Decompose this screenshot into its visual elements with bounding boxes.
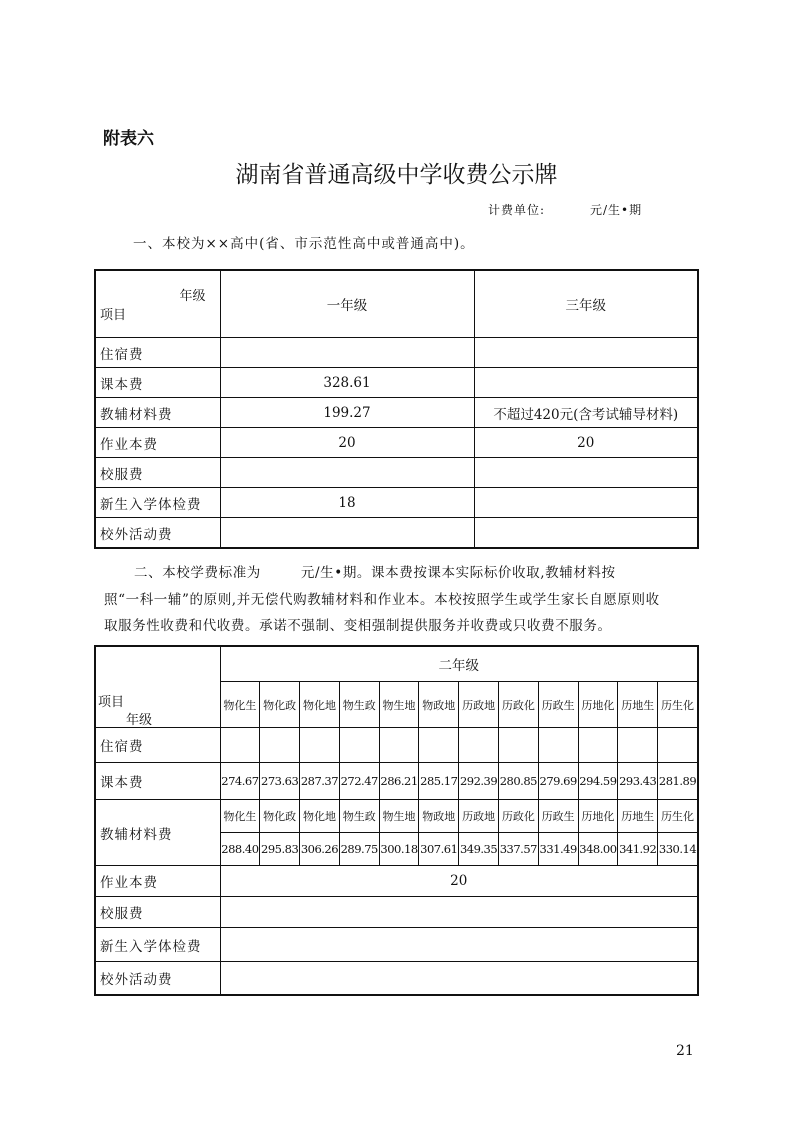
- subject-combo: 物化地: [300, 682, 340, 728]
- material-combo: 历政地: [459, 800, 499, 833]
- textbook-value: 293.43: [618, 763, 658, 800]
- row-label: 新生入学体检费: [95, 488, 220, 518]
- material-value: 330.14: [658, 833, 698, 866]
- grade-1-value: [220, 338, 474, 368]
- material-value: 288.40: [220, 833, 260, 866]
- textbook-value: 292.39: [459, 763, 499, 800]
- grade-3-value: [474, 518, 698, 549]
- textbook-value: 279.69: [538, 763, 578, 800]
- subject-combo: 物政地: [419, 682, 459, 728]
- subject-combo: 历政生: [538, 682, 578, 728]
- textbook-value: 281.89: [658, 763, 698, 800]
- header-grade-corner: 年级: [126, 713, 153, 728]
- subject-combo: 物生地: [379, 682, 419, 728]
- row-label: 作业本费: [95, 428, 220, 458]
- table-row: [95, 398, 698, 428]
- grade-3-value: [474, 338, 698, 368]
- header-item: 项目: [98, 695, 125, 710]
- row-label-physical: 新生入学体检费: [95, 928, 220, 962]
- row-label: 教辅材料费: [95, 398, 220, 428]
- material-combo: 历政化: [498, 800, 538, 833]
- textbook-value: 274.67: [220, 763, 260, 800]
- page-title: 湖南省普通高级中学收费公示牌: [235, 162, 558, 188]
- appendix-label: 附表六: [103, 129, 154, 149]
- grade-3-value: [474, 368, 698, 398]
- material-combo: 历地生: [618, 800, 658, 833]
- subject-combo: 物化生: [220, 682, 260, 728]
- table-row: [95, 338, 698, 368]
- table-row: [95, 488, 698, 518]
- textbook-value: 287.37: [300, 763, 340, 800]
- material-value: 337.57: [498, 833, 538, 866]
- table-header-row: [95, 270, 698, 338]
- material-combo: 历地化: [578, 800, 618, 833]
- material-value: 341.92: [618, 833, 658, 866]
- material-value: 306.26: [300, 833, 340, 866]
- subject-combo: 物生政: [339, 682, 379, 728]
- grade-1-value: 328.61: [220, 368, 474, 398]
- grade-1-value: 199.27: [220, 398, 474, 428]
- header-grade: 年级: [179, 289, 206, 304]
- grade-3-value: [474, 458, 698, 488]
- table-row-uniform: [95, 897, 698, 928]
- material-value: 348.00: [578, 833, 618, 866]
- material-value: 349.35: [459, 833, 499, 866]
- material-value: 300.18: [379, 833, 419, 866]
- grade-3-value: [474, 488, 698, 518]
- grade-1-value: [220, 458, 474, 488]
- row-label: 校服费: [95, 458, 220, 488]
- row-label-activity: 校外活动费: [95, 962, 220, 996]
- subject-combo: 历地化: [578, 682, 618, 728]
- textbook-value: 273.63: [260, 763, 300, 800]
- grade-1-value: 20: [220, 428, 474, 458]
- fee-table-grade-2: [94, 645, 699, 996]
- material-combo: 历政生: [538, 800, 578, 833]
- row-label-material: 教辅材料费: [95, 800, 220, 866]
- col-grade-3: 三年级: [474, 270, 698, 338]
- para-line3: 取服务性收费和代收费。承诺不强制、变相强制提供服务并收费或只收费不服务。: [104, 618, 612, 634]
- subject-combo: 历生化: [658, 682, 698, 728]
- row-label-homework: 作业本费: [95, 866, 220, 897]
- row-label: 课本费: [95, 368, 220, 398]
- page-number: 21: [676, 1043, 694, 1059]
- subject-combo: 历政化: [498, 682, 538, 728]
- material-combo: 物政地: [419, 800, 459, 833]
- header-grade-2: 二年级: [220, 646, 698, 682]
- material-combo: 物生政: [339, 800, 379, 833]
- table-row-textbook: [95, 763, 698, 800]
- grade-3-value: 20: [474, 428, 698, 458]
- table-row-physical: [95, 928, 698, 962]
- para-line2: 照“一科一辅”的原则,并无偿代购教辅材料和作业本。本校按照学生或学生家长自愿原则收: [104, 591, 660, 608]
- row-label: 住宿费: [95, 338, 220, 368]
- table-header-row: [95, 646, 698, 682]
- textbook-value: 272.47: [339, 763, 379, 800]
- textbook-value: 294.59: [578, 763, 618, 800]
- fee-description-paragraph: [104, 560, 696, 640]
- material-value: 295.83: [260, 833, 300, 866]
- table-row: [95, 518, 698, 549]
- material-combo: 物化政: [260, 800, 300, 833]
- material-combo: 物化地: [300, 800, 340, 833]
- row-label-uniform: 校服费: [95, 897, 220, 928]
- table-row: [95, 368, 698, 398]
- table-row: [95, 458, 698, 488]
- row-label-textbook: 课本费: [95, 763, 220, 800]
- grade-3-value: 不超过420元(含考试辅导材料): [474, 398, 698, 428]
- row-label: 校外活动费: [95, 518, 220, 549]
- subject-combo: 历地生: [618, 682, 658, 728]
- textbook-value: 280.85: [498, 763, 538, 800]
- diagonal-header-cell: [95, 270, 220, 338]
- header-item: 项目: [100, 308, 127, 323]
- col-grade-1: 一年级: [220, 270, 474, 338]
- table-row-material-combos: [95, 800, 698, 833]
- material-combo: 历生化: [658, 800, 698, 833]
- row-label-lodging: 住宿费: [95, 728, 220, 763]
- homework-value: 20: [220, 866, 698, 897]
- material-value: 289.75: [339, 833, 379, 866]
- intro-text: 一、本校为××高中(省、市示范性高中或普通高中)。: [133, 236, 475, 252]
- material-combo: 物化生: [220, 800, 260, 833]
- material-combo: 物生地: [379, 800, 419, 833]
- unit-value: 元/生•期: [590, 203, 643, 217]
- para-line1-part2: 元/生•期。课本费按课本实际标价收取,教辅材料按: [300, 565, 616, 581]
- grade-1-value: [220, 518, 474, 549]
- grade-1-value: 18: [220, 488, 474, 518]
- table-row-lodging: [95, 728, 698, 763]
- table-row-homework: [95, 866, 698, 897]
- material-value: 307.61: [419, 833, 459, 866]
- subject-combo: 历政地: [459, 682, 499, 728]
- unit-label: 计费单位:: [488, 203, 546, 217]
- table-row-activity: [95, 962, 698, 996]
- table-row: [95, 428, 698, 458]
- fee-table-grade-1-3: [94, 269, 699, 549]
- textbook-value: 285.17: [419, 763, 459, 800]
- diagonal-header-cell: [95, 646, 220, 728]
- textbook-value: 286.21: [379, 763, 419, 800]
- material-value: 331.49: [538, 833, 578, 866]
- subject-combo: 物化政: [260, 682, 300, 728]
- para-line1-part1: 二、本校学费标准为: [134, 565, 261, 581]
